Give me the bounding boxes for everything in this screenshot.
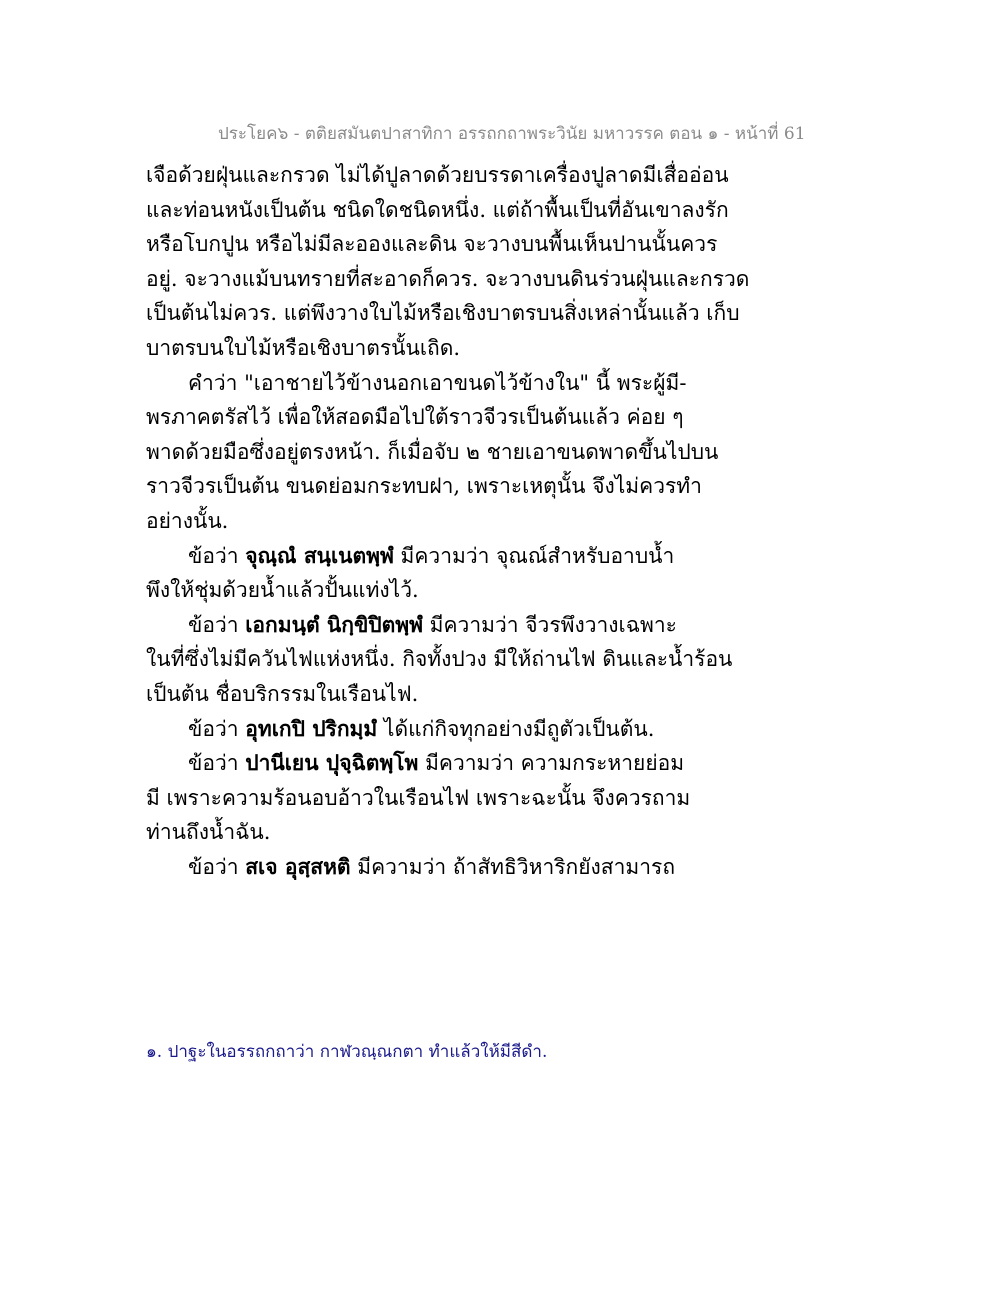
text-line [146,366,746,401]
pali-term: ปานีเยน ปุจฺฉิตพฺโพ [245,750,419,776]
text-line [146,573,746,608]
text-segment: ข้อว่า [188,751,246,776]
text-segment: ข้อว่า [188,543,246,568]
text-segment: บาตรบนใบไม้หรือเชิงบาตรนั้นเถิด. [146,335,461,360]
text-segment: เป็นต้นไม่ควร. แต่พึงวางใบไม้หรือเชิงบาตรบนสิ่งเหล่านั้นแล้ว เก็บ [146,301,740,326]
text-line [146,435,746,470]
text-segment: อยู่. จะวางแม้บนทรายที่สะอาดก็ควร. จะวางบนดินร่วนฝุ่นและกรวด [146,266,750,291]
text-segment: มีความว่า จุณณ์สำหรับอาบน้ำ [393,543,675,568]
text-segment: มีความว่า จีวรพึงวางเฉพาะ [422,612,677,637]
text-line [146,781,746,816]
body-text [146,158,750,884]
text-line [146,262,750,297]
text-segment: มี เพราะความร้อนอบอ้าวในเรือนไฟ เพราะฉะนั้น จึงควรถาม [146,785,691,810]
text-line [146,504,746,539]
pali-term: สเจ อุสฺสหติ [245,853,351,879]
text-segment: หรือโบกปูน หรือไม่มีละอองและดิน จะวางบนพื้นเห็นปานนั้นควร [146,232,718,257]
text-segment: ท่านถึงน้ำฉัน. [146,820,271,845]
text-line [146,712,746,747]
text-segment: ข้อว่า [188,716,246,741]
text-segment: พึงให้ชุ่มด้วยน้ำแล้วปั้นแท่งไว้. [146,578,419,603]
text-line [146,815,746,850]
text-line [146,227,746,262]
text-line [146,642,746,677]
text-segment: ข้อว่า [188,854,246,879]
text-segment: เป็นต้น ชื่อบริกรรมในเรือนไฟ. [146,681,419,706]
text-line [146,296,746,331]
text-line [146,677,746,712]
text-segment: อย่างนั้น. [146,508,229,533]
text-line [146,158,746,193]
text-segment: พรภาคตรัสไว้ เพื่อให้สอดมือไปใต้ราวจีวรเป็นต้นแล้ว ค่อย ๆ [146,405,684,430]
footnote: ๑. ปาฐะในอรรถกถาว่า กาฬวณฺณกตา ทำแล้วให้มีสีดำ. [146,1042,548,1062]
text-segment: ในที่ซึ่งไม่มีควันไฟแห่งหนึ่ง. กิจทั้งปวง มีให้ถ่านไฟ ดินและน้ำร้อน [146,647,733,672]
text-line [146,469,746,504]
pali-term: เอกมนฺตํ นิกฺขิปิตพฺพํ [245,611,423,637]
text-segment: และท่อนหนังเป็นต้น ชนิดใดชนิดหนึ่ง. แต่ถ้าพื้นเป็นที่อันเขาลงรัก [146,197,729,222]
text-line [146,331,746,366]
text-line [146,850,746,885]
text-segment: คำว่า "เอาชายไว้ข้างนอกเอาขนดไว้ข้างใน" นี้ พระผู้มี- [188,370,687,395]
text-line [146,746,746,781]
text-segment: ราวจีวรเป็นต้น ขนดย่อมกระทบฝา, เพราะเหตุนั้น จึงไม่ควรทำ [146,474,702,499]
text-segment: พาดด้วยมือซึ่งอยู่ตรงหน้า. ก็เมื่อจับ ๒ ชายเอาขนดพาดขึ้นไปบน [146,439,719,464]
text-line [146,608,746,643]
text-segment: มีความว่า ถ้าสัทธิวิหาริกยังสามารถ [350,854,676,879]
pali-term: จุณฺณํ สนฺเนตพฺพํ [245,542,394,568]
page-header: ประโยค๖ - ตติยสมันตปาสาทิกา อรรถกถาพระวินัย มหาวรรค ตอน ๑ - หน้าที่ 61 [218,124,806,144]
text-line [146,400,746,435]
text-segment: เจือด้วยฝุ่นและกรวด ไม่ได้ปูลาดด้วยบรรดาเครื่องปูลาดมีเสื่ออ่อน [146,163,729,187]
text-line [146,539,746,574]
text-segment: มีความว่า ความกระหายย่อม [418,751,685,776]
text-segment: ได้แก่กิจทุกอย่างมีถูตัวเป็นต้น. [377,716,655,741]
text-segment: ข้อว่า [188,612,246,637]
pali-term: อุทเกปิ ปริกมฺมํ [245,715,378,741]
text-line [146,193,746,228]
